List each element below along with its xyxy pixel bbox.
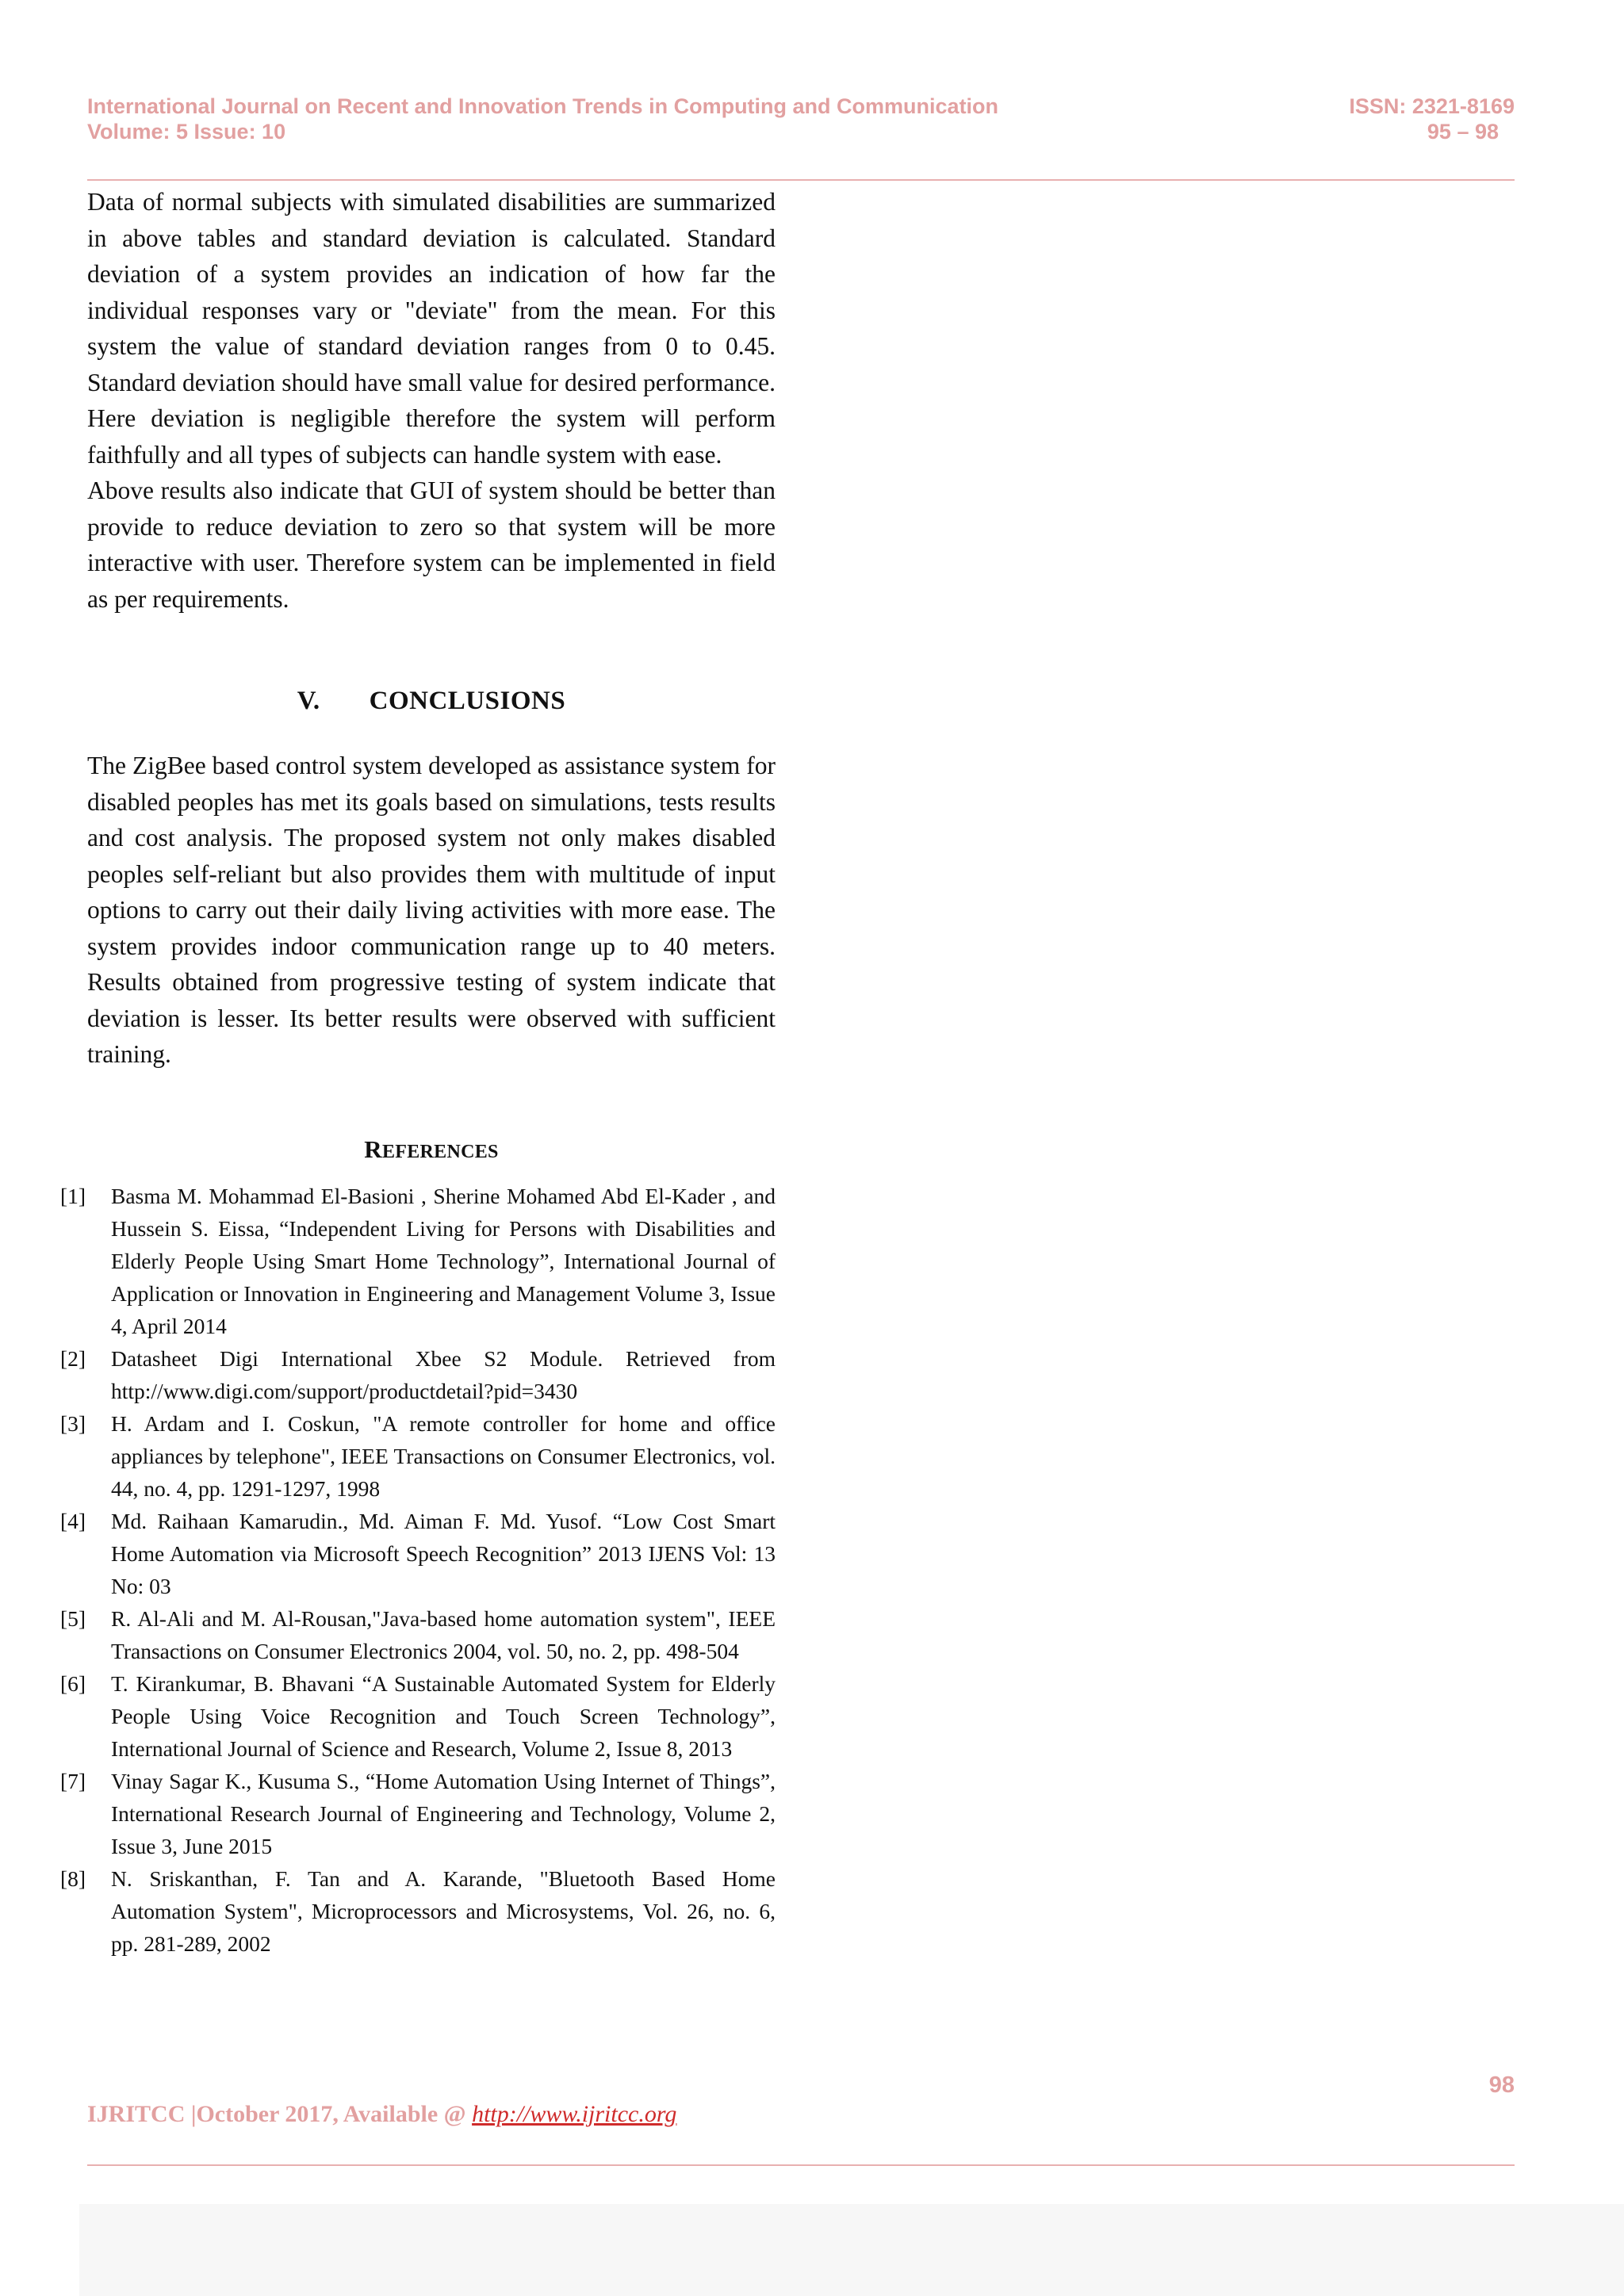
paragraph-conclusions: The ZigBee based control system developed as assistance system for disabled peoples has met its goals based on simulations, tests results and cost analysis. The proposed system not only makes disabled peoples self-reliant but also provides them with multitude of input options to carry out their daily living activities with more ease. The system provides indoor communication range up to 40 meters. Results obtained from progressive testing of system indicate that deviation is lesser. Its better results were observed with sufficient training.	[87, 752, 776, 1068]
reference-number: [3]	[60, 1411, 86, 1436]
section-heading-conclusions	[87, 687, 776, 716]
results-discussion-text	[87, 184, 776, 617]
references-heading-rest: EFERENCES	[381, 1142, 499, 1162]
reference-item	[60, 1765, 776, 1862]
reference-item	[60, 1180, 776, 1342]
reference-number: [5]	[60, 1606, 86, 1631]
page-range: 95 – 98	[1427, 120, 1499, 144]
reference-number: [7]	[60, 1769, 86, 1793]
reference-text: Vinay Sagar K., Kusuma S., “Home Automation Using Internet of Things”, International Research Journal of Engineering and Technology, Volume 2, Issue 3, June 2015	[111, 1769, 776, 1858]
footer-text: IJRITCC |October 2017, Available @	[87, 2101, 473, 2127]
reference-number: [6]	[60, 1671, 86, 1696]
footer-divider	[87, 2164, 1515, 2166]
reference-item	[60, 1342, 776, 1407]
reference-item	[60, 1505, 776, 1602]
reference-number: [8]	[60, 1866, 86, 1891]
references-heading-initial: R	[364, 1135, 382, 1163]
conclusions-text	[87, 748, 776, 1073]
paragraph-gui-results: Above results also indicate that GUI of system should be better than provide to reduce deviation to zero so that system will be more interactive with user. Therefore system can be implemented in field as per requirements.	[87, 476, 776, 613]
volume-issue: Volume: 5 Issue: 10	[87, 120, 286, 144]
header-right	[1349, 94, 1515, 144]
reference-text: T. Kirankumar, B. Bhavani “A Sustainable Automated System for Elderly People Using Voice Recognition and Touch Screen Technology”, International Journal of Science and Research, Volume 2, Issue 8, 2013	[111, 1671, 776, 1761]
header-divider	[87, 179, 1515, 181]
reference-text: R. Al-Ali and M. Al-Rousan,"Java-based home automation system", IEEE Transactions on Consumer Electronics 2004, vol. 50, no. 2, pp. 498-504	[111, 1606, 776, 1663]
paragraph-standard-deviation: Data of normal subjects with simulated disabilities are summarized in above tables and standard deviation is calculated. Standard deviation of a system provides an indication of how far the individual responses vary or "deviate" from the mean. For this system the value of standard deviation ranges from 0 to 0.45. Standard deviation should have small value for desired performance. Here deviation is negligible therefore the system will perform faithfully and all types of subjects can handle system with ease.	[87, 188, 776, 469]
reference-text: N. Sriskanthan, F. Tan and A. Karande, "Bluetooth Based Home Automation System", Microprocessors and Microsystems, Vol. 26, no. 6, pp. 281-289, 2002	[111, 1866, 776, 1956]
journal-website-link[interactable]: http://www.ijritcc.org	[472, 2101, 677, 2127]
reference-text: Md. Raihaan Kamarudin., Md. Aiman F. Md. Yusof. “Low Cost Smart Home Automation via Microsoft Speech Recognition” 2013 IJENS Vol: 13 No: 03	[111, 1509, 776, 1598]
reference-number: [4]	[60, 1509, 86, 1533]
reference-number: [1]	[60, 1184, 86, 1208]
page-number: 98	[1488, 2072, 1515, 2098]
reference-list	[60, 1180, 776, 1960]
reference-item	[60, 1602, 776, 1667]
reference-item	[60, 1407, 776, 1505]
reference-text: Datasheet Digi International Xbee S2 Module. Retrieved from http://www.digi.com/support/productdetail?pid=3430	[111, 1346, 776, 1403]
journal-title: International Journal on Recent and Innovation Trends in Computing and Communication	[87, 94, 999, 118]
header-left	[87, 94, 998, 144]
section-title: CONCLUSIONS	[369, 687, 566, 715]
reference-item	[60, 1862, 776, 1960]
issn: ISSN: 2321-8169	[1349, 94, 1515, 118]
running-footer	[87, 2101, 676, 2128]
references-heading	[87, 1135, 776, 1164]
section-number: V.	[297, 687, 320, 715]
reference-item	[60, 1667, 776, 1765]
reference-text: H. Ardam and I. Coskun, "A remote controller for home and office appliances by telephone", IEEE Transactions on Consumer Electronics, vol. 44, no. 4, pp. 1291-1297, 1998	[111, 1411, 776, 1501]
reference-number: [2]	[60, 1346, 86, 1371]
page-bottom-shade	[79, 2204, 1624, 2296]
reference-text: Basma M. Mohammad El-Basioni , Sherine Mohamed Abd El-Kader , and Hussein S. Eissa, “Independent Living for Persons with Disabilities and Elderly People Using Smart Home Technology”, International Journal of Application or Innovation in Engineering and Management Volume 3, Issue 4, April 2014	[111, 1184, 776, 1338]
